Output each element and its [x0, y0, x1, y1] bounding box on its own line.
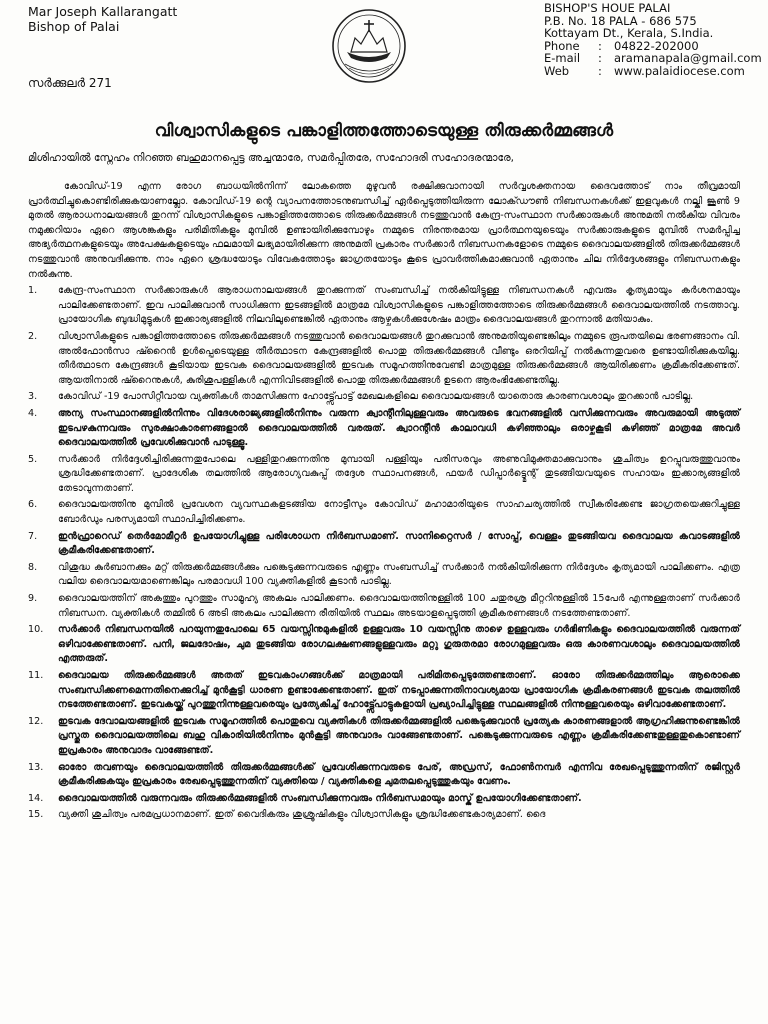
instruction-text: ദൈവാലയത്തിൽ വരുന്നവരും തിരുക്കർമ്മങ്ങളിൽ സംബന്ധിക്കുന്നവരും നിർബന്ധമായും മാസ്ക് ഉപയോഗിക്കേണ്ടതാണ്. — [58, 792, 582, 804]
instruction-item — [28, 761, 740, 790]
instruction-number: 4. — [28, 407, 38, 419]
instruction-text: ദൈവാലയത്തിന് അകത്തും പുറത്തും സാമൂഹ്യ അകലം പാലിക്കണം. ദൈവാലയത്തിനുള്ളിൽ 100 ചതുരശ്ര മീറ്ററിനുള്ളിൽ 15പേർ എന്നുള്ളതാണ് സർക്കാർ നിബന്ധന. വ്യക്തികൾ തമ്മിൽ 6 അടി അകലം പാലിക്കുന്ന രീതിയിൽ സ്ഥലം അടയാളപ്പെടുത്തി ക്രമീകരണങ്ങൾ നടത്തേണ്ടതാണ്. — [58, 593, 740, 619]
diocese-seal-icon — [331, 8, 407, 84]
instruction-text: വിശുദ്ധ കുർബാനക്കും മറ്റ് തിരുക്കർമ്മങ്ങൾക്കും പങ്കെടുക്കുന്നവരുടെ എണ്ണം സംബന്ധിച്ച് സർക്കാർ നൽകിയിരിക്കുന്ന നിർദ്ദേശം കൃത്യമായി പാലിക്കണം. എത്ര വലിയ ദൈവാലയമാണെങ്കിലും പരമാവധി 100 വ്യക്തികളിൽ കൂടാൻ പാടില്ല. — [58, 561, 740, 588]
instruction-number: 12. — [28, 715, 44, 727]
instruction-item — [28, 715, 740, 759]
address-line-2: Kottayam Dt., Kerala, S.India. — [544, 26, 714, 41]
instruction-number: 3. — [28, 391, 38, 403]
instruction-text: സർക്കാർ നിർദ്ദേശിച്ചിരിക്കുന്നതുപോലെ പള്ളിതുറക്കുന്നതിനു മുമ്പായി പള്ളിയും പരിസരവും അണുവിമുക്തമാക്കുവാനും ശുചിത്വം ഉറപ്പുവരുത്തുവാനും ശ്രദ്ധിക്കേണ്ടതാണ്. പ്രാദേശിക തലത്തിൽ ആരോഗ്യവകുപ്പ് തദ്ദേശ സ്ഥാപനങ്ങൾ, ഫയർ ഡിപ്പാർട്ട്മെന്റ് തുടങ്ങിയവയുടെ സഹായം ഇക്കാര്യങ്ങളിൽ തേടാവുന്നതാണ്. — [58, 453, 740, 494]
instruction-text: അന്യ സംസ്ഥാനങ്ങളിൽനിന്നും വിദേശരാജ്യങ്ങളിൽനിന്നും വരുന്ന ക്വാന്റീനിലുള്ളവരും അവരുടെ ഭവനങ്ങളിൽ വസിക്കുന്നവരും അവരുമായി അടുത്ത് ഇടപഴകുന്നവരും സുരക്ഷാകാരണങ്ങളാൽ ദൈവാലയത്തിൽ വരരുത്. ക്വാറന്റീൻ കാലാവധി കഴിഞ്ഞാലും ഒരാഴ്ചകൂടി കഴിഞ്ഞ് മാത്രമേ അവർ ദൈവാലയത്തിൽ പ്രവേശിക്കുവാൻ പാടുള്ളൂ. — [58, 407, 740, 449]
instruction-item — [28, 390, 740, 405]
instruction-item — [28, 530, 740, 559]
phone-value: 04822-202000 — [614, 38, 699, 53]
instruction-item — [28, 792, 740, 807]
letterhead-right — [544, 2, 762, 78]
instruction-number: 10. — [28, 624, 44, 636]
instruction-number: 1. — [28, 285, 38, 297]
house-title: BISHOP'S HOUE PALAI — [544, 1, 671, 15]
instruction-item — [28, 623, 740, 667]
instruction-text: വിശ്വാസികളുടെ പങ്കാളിത്തത്തോടെ തിരുക്കർമ്മങ്ങൾ നടത്തുവാൻ ദൈവാലയങ്ങൾ തുറക്കുവാൻ അനുമതിയുണ്ടെങ്കിലും നമ്മുടെ രൂപതയിലെ ഭരണങ്ങാനം വി. അൽഫോൻസാ ഷ്റൈൻ ഉൾപ്പെടെയുള്ള തീർത്ഥാടന കേന്ദ്രങ്ങളിൽ പൊതു തിരുക്കർമ്മങ്ങൾ വീണ്ടും ഒരറിയിപ്പ് നൽകുന്നതുവരെ ഉണ്ടായിരിക്കുകയില്ല. തീർത്ഥാടന കേന്ദ്രങ്ങൾ കൂടിയായ ഇടവക ദൈവാലയങ്ങളിൽ ഇടവക സമൂഹത്തിനുവേണ്ടി മാത്രമുള്ള തിരുക്കർമ്മങ്ങൾ ആയിരിക്കണം ക്രമീകരിക്കേണ്ടത്. ആയതിനാൽ ഷ്റൈനുകൾ, കുരിശുപള്ളികൾ എന്നിവിടങ്ങളിൽ പൊതു തിരുക്കർമ്മങ്ങൾ ഉടനെ ആരംഭിക്കേണ്ടതില്ല. — [58, 330, 740, 386]
address-line-1: P.B. No. 18 PALA - 686 575 — [544, 13, 697, 28]
email-colon: : — [598, 51, 602, 66]
instruction-item — [28, 561, 740, 590]
instruction-number: 2. — [28, 330, 38, 342]
instruction-text: ദൈവാലയ തിരുക്കർമ്മങ്ങൾ അതത് ഇടവകാംഗങ്ങൾക്ക് മാത്രമായി പരിമിതപ്പെടുത്തേണ്ടതാണ്. ഓരോ തിരുക്കർമ്മത്തിലും ആരൊക്കെ സംബന്ധിക്കണമെന്നതിനെക്കുറിച്ച് മുൻകൂട്ടി ധാരണ ഉണ്ടാക്കേണ്ടതാണ്. ഇത് നടപ്പാക്കുന്നതിനാവശ്യമായ പ്രായോഗിക ക്രമീകരണങ്ങൾ ഇടവക തലത്തിൽ നടത്തേണ്ടതാണ്. ഇടവകയ്ക്ക് പുറത്തുനിന്നുള്ളവരെയും പ്രത്യേകിച്ച് ഹോട്ട്സ്പോട്ടുകളായി പ്രഖ്യാപിച്ചിട്ടുള്ള സ്ഥലങ്ങളിൽ നിന്നുള്ളവരെയും ഒഴിവാക്കേണ്ടതാണ്. — [58, 670, 740, 711]
phone-label: Phone — [544, 38, 580, 53]
web-row — [544, 65, 762, 78]
instruction-item — [28, 284, 740, 328]
document-body — [28, 180, 740, 825]
instruction-number: 7. — [28, 530, 38, 542]
instruction-number: 5. — [28, 453, 38, 465]
instruction-number: 14. — [28, 792, 44, 804]
circular-number: സർക്കുലർ 271 — [28, 76, 112, 90]
instruction-item — [28, 453, 740, 497]
instruction-text: കേന്ദ്ര-സംസ്ഥാന സർക്കാരുകൾ ആരാധനാലയങ്ങൾ തുറക്കുന്നത് സംബന്ധിച്ച് നൽകിയിട്ടുള്ള നിബന്ധനകൾ എവരും കൃത്യമായും കർശനമായും പാലിക്കേണ്ടതാണ്. ഇവ പാലിക്കുവാൻ സാധിക്കുന്ന ഇടങ്ങളിൽ മാത്രമേ വിശ്വാസികളുടെ പങ്കാളിത്തത്തോടെ തിരുക്കർമ്മങ്ങൾ ദൈവാലയത്തിൽ നടത്താവൂ. പ്രായോഗിക ബുദ്ധിമുട്ടുകൾ ഇക്കാര്യങ്ങളിൽ നിലവിലുണ്ടെങ്കിൽ ഏതാനും ആഴ്ചകൾക്കുശേഷം മാത്രം ദൈവാലയങ്ങൾ തുറന്നാൽ മതിയാകും. — [58, 285, 740, 326]
instruction-text: വ്യക്തി ശുചിത്വം പരമപ്രധാനമാണ്. ഇത് വൈദികരും ശുശ്രൂഷികളും വിശ്വാസികളും ശ്രദ്ധിക്കേണ്ടകാര്യമാണ്. ദൈ — [58, 809, 546, 821]
salutation: മിശിഹായിൽ സ്നേഹം നിറഞ്ഞ ബഹുമാനപ്പെട്ട അച്ചന്മാരേ, സമർപ്പിതരേ, സഹോദരി സഹോദരന്മാരേ, — [28, 152, 514, 164]
instruction-text: ഓരോ തവണയും ദൈവാലയത്തിൽ തിരുക്കർമ്മങ്ങൾക്ക് പ്രവേശിക്കുന്നവരുടെ പേര്, അഡ്രസ്, ഫോൺനമ്പർ എന്നിവ രേഖപ്പെടുത്തുന്നതിന് രജിസ്റ്റർ ക്രമീകരിക്കുകയും ഇപ്രകാരം രേഖപ്പെടുത്തുന്നതിന് വ്യക്തിയെ / വ്യക്തികളെ ചുമതലപ്പെടുത്തുകയും വേണം. — [58, 761, 740, 788]
web-colon: : — [598, 63, 602, 78]
instruction-item — [28, 592, 740, 621]
bishop-title: Bishop of Palai — [28, 19, 120, 34]
instruction-number: 9. — [28, 593, 38, 605]
instruction-list — [28, 284, 740, 823]
web-label: Web — [544, 63, 570, 78]
instruction-number: 11. — [28, 670, 44, 681]
email-value: aramanapala@gmail.com — [614, 51, 762, 66]
phone-colon: : — [598, 38, 602, 53]
instruction-text: ഇൻഫ്രാറെഡ് തെർമോമീറ്റർ ഉപയോഗിച്ചുള്ള പരിശോധന നിർബന്ധമാണ്. സാനിറ്റൈസർ / സോപ്പ്, വെള്ളം തുടങ്ങിയവ ദൈവാലയ കവാടങ്ങളിൽ ക്രമീകരിക്കേണ്ടതാണ്. — [58, 530, 740, 557]
email-label: E-mail — [544, 51, 581, 66]
instruction-number: 8. — [28, 561, 38, 573]
instruction-item — [28, 498, 740, 527]
letterhead-left — [28, 4, 177, 34]
instruction-item — [28, 808, 740, 823]
instruction-text: ഇടവക ദേവാലയങ്ങളിൽ ഇടവക സമൂഹത്തിൽ പൊതുവെ വ്യക്തികൾ തിരുക്കർമ്മങ്ങളിൽ പങ്കെടുക്കുവാൻ പ്രത്യേക കാരണങ്ങളാൽ ആഗ്രഹിക്കുന്നുണ്ടെങ്കിൽ പ്രസ്തുത ദൈവാലയത്തിലെ ബഹു വികാരിയിൽനിന്നും മുൻകൂട്ടി അനുവാദം വാങ്ങേണ്ടതാണ്. പങ്കെടുക്കുന്നവരുടെ എണ്ണം ക്രമീകരിക്കേണ്ടതുള്ളതുകൊണ്ടാണ് ഇപ്രകാരം അനുവാദം വാങ്ങേണ്ടത്. — [58, 715, 740, 756]
instruction-item — [28, 407, 740, 451]
document-title: വിശ്വാസികളുടെ പങ്കാളിത്തത്തോടെയുള്ള തിരുക്കർമ്മങ്ങൾ — [154, 121, 614, 141]
instruction-item — [28, 669, 740, 713]
instruction-text: ദൈവാലയത്തിനു മുമ്പിൽ പ്രവേശന വ്യവസ്ഥകളടങ്ങിയ നോട്ടീസും കോവിഡ് മഹാമാരിയുടെ സാഹചര്യത്തിൽ സ്വീകരിക്കേണ്ട ജാഗ്രതയെക്കുറിച്ചുള്ള ബോർഡും പരസ്യമായി സ്ഥാപിച്ചിരിക്കണം. — [58, 499, 740, 526]
instruction-text: കോവിഡ് -19 പോസിറ്റീവായ വ്യക്തികൾ താമസിക്കുന്ന ഹോട്ട്സ്പോട്ട് മേഖലകളിലെ ദൈവാലയങ്ങൾ യാതൊരു കാരണവശാലും തുറക്കാൻ പാടില്ല. — [58, 391, 694, 403]
intro-paragraph: കോവിഡ്-19 എന്ന രോഗ ബാധയിൽനിന്ന് ലോകത്തെ മുഴുവൻ രക്ഷിക്കുവാനായി സർവ്വശക്തനായ ദൈവത്തോട് നാം തീവ്രമായി പ്രാർത്ഥിച്ചുകൊണ്ടിരിക്കുകയാണല്ലോ. കോവിഡ്-19 ന്റെ വ്യാപനത്തോടനുബന്ധിച്ച് ഏർപ്പെടുത്തിയിരുന്ന ലോക്ഡൗൺ നിബന്ധനകൾക്ക് ഇളവുകൾ നല്കി ജൂൺ 9 മുതൽ ആരാധനാലയങ്ങൾ തുറന്ന് വിശ്വാസികളുടെ പങ്കാളിത്തത്തോടെ തിരുക്കർമ്മങ്ങൾ നടത്തുവാൻ കേന്ദ്ര-സംസ്ഥാന സർക്കാരുകൾ അനുമതി നൽകിയ വിവരം നമുക്കറിയാം ഏറെ ആശങ്കകളും പരിമിതികളും മുമ്പിൽ ഉണ്ടായിരിക്കുമ്പോഴും നമ്മുടെ നിരന്തരമായ പ്രാർത്ഥനയുടെയും സർക്കാരുകളുടെ മുമ്പിൽ സമർപ്പിച്ച അഭ്യർത്ഥനകളുടെയും അപേക്ഷകളുടെയും ഫലമായി ലഭ്യമായിരിക്കുന്ന അനുമതി പ്രകാരം സർക്കാർ നിബന്ധനകളോടെ നമ്മുടെ ദൈവാലയങ്ങളിൽ തിരുക്കർമ്മങ്ങൾ നടത്തുവാൻ അനുവദിക്കുന്നു. നാം ഏറെ ശ്രദ്ധയോടും വിവേകത്തോടും ജാഗ്രതയോടും കൂടെ പ്രാവർത്തികമാക്കുവാൻ ഏതാനും ചില നിർദ്ദേശങ്ങളും നിബന്ധനകളും നൽകുന്നു. — [28, 181, 740, 280]
instruction-number: 15. — [28, 809, 44, 821]
bishop-name: Mar Joseph Kallarangatt — [28, 4, 178, 19]
web-value: www.palaidiocese.com — [614, 63, 745, 78]
instruction-item — [28, 330, 740, 388]
instruction-text: സർക്കാർ നിബന്ധനയിൽ പറയുന്നതുപോലെ 65 വയസ്സിനുമുകളിൽ ഉള്ളവരും 10 വയസ്സിനു താഴെ ഉള്ളവരും ഗർഭിണികളും ദൈവാലയത്തിൽ വരുന്നത് ഒഴിവാക്കേണ്ടതാണ്. പനി, ജലദോഷം, ചുമ തുടങ്ങിയ രോഗലക്ഷണങ്ങളുള്ളവരും മറ്റു ഗുരുതരമാ രോഗമുള്ളവരും ഒരു കാരണവശാലും ദൈവാലയത്തിൽ എത്തരുത്. — [58, 624, 740, 665]
instruction-number: 6. — [28, 499, 38, 511]
instruction-number: 13. — [28, 761, 44, 773]
